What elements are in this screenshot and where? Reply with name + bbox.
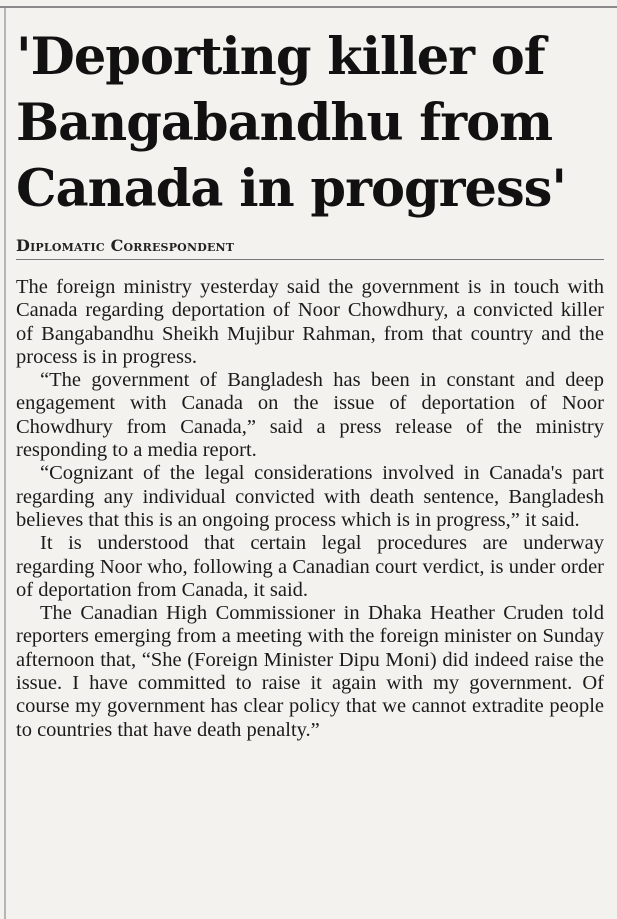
article-headline: 'Deporting killer of Bangabandhu from Canada in progress' <box>16 27 566 219</box>
article-paragraph: It is understood that certain legal procedures are underway regarding Noor who, following a Canadian court verdict, is under order of deportation from Canada, it said. <box>16 532 604 601</box>
top-border-rule <box>0 6 617 8</box>
article-paragraph: “Cognizant of the legal considerations involved in Canada's part regarding any individual convicted with death sentence, Bangladesh believes that this is an ongoing process which is in progress,” it said. <box>16 462 604 531</box>
article-paragraph: The Canadian High Commissioner in Dhaka Heather Cruden told reporters emerging from a meeting with the foreign minister on Sunday afternoon that, “She (Foreign Minister Dipu Moni) did indeed raise the issue. I have committed to raise it again with my government. Of course my government has clear policy that we cannot extradite people to countries that have death penalty.” <box>16 602 604 741</box>
article-paragraph: “The government of Bangladesh has been in constant and deep engagement with Canada on the issue of deportation of Noor Chowdhury from Canada,” said a press release of the ministry responding to a media report. <box>16 369 604 462</box>
left-column-rule <box>4 8 6 919</box>
article-paragraph: The foreign ministry yesterday said the government is in touch with Canada regarding deportation of Noor Chowdhury, a convicted killer of Bangabandhu Sheikh Mujibur Rahman, from that country and the process is in progress. <box>16 276 604 368</box>
article-body <box>16 276 604 742</box>
article-byline: Diplomatic Correspondent <box>16 236 604 260</box>
news-article <box>16 24 604 742</box>
